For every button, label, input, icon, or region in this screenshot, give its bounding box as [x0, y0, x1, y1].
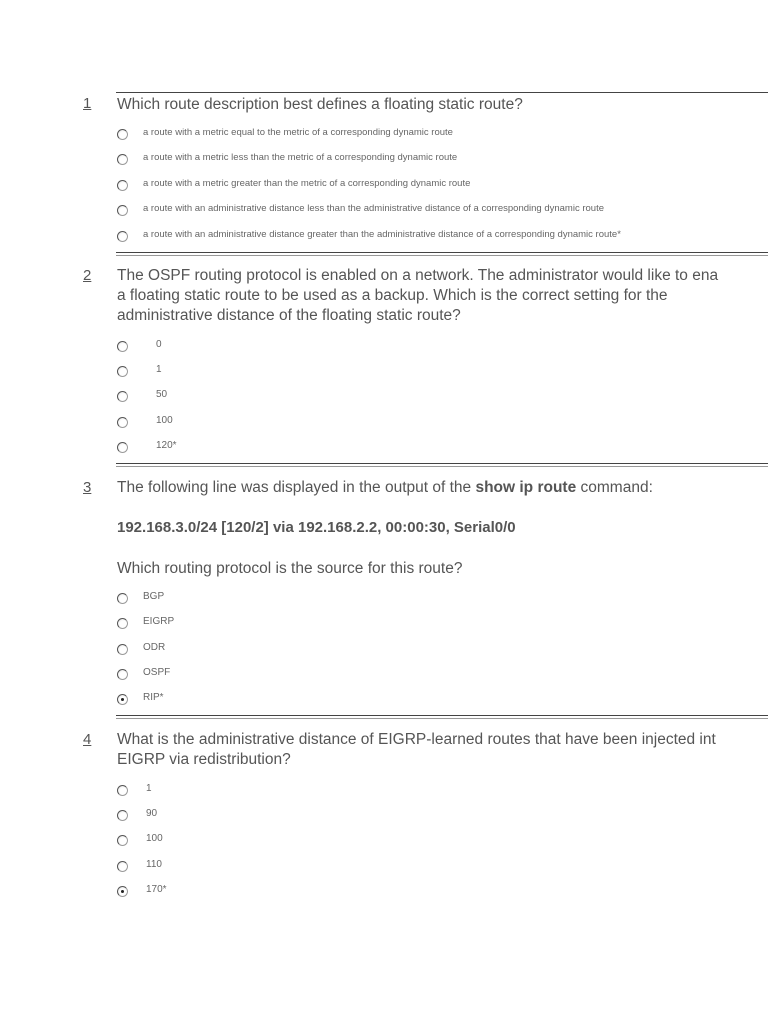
- option-label: a route with a metric less than the metric of a corresponding dynamic route: [143, 152, 458, 163]
- radio-button[interactable]: [117, 442, 128, 453]
- question-prompt: Which routing protocol is the source for this route?: [117, 560, 463, 577]
- option-label: ODR: [143, 642, 166, 653]
- question-3-divider: [116, 463, 768, 467]
- question-text: The OSPF routing protocol is enabled on a network. The administrator would like to ena a floating static route to be used as a backup. Which is the correct setting for the administrative distance of the floating static route?: [117, 267, 719, 324]
- option-label: 100: [156, 415, 173, 426]
- radio-button[interactable]: [117, 366, 128, 377]
- question-text: The following line was displayed in the output of the show ip route command:: [117, 479, 653, 496]
- option-label: 90: [146, 808, 158, 819]
- option-label: RIP*: [143, 692, 164, 703]
- question-4-divider: [116, 715, 768, 719]
- radio-button[interactable]: [117, 593, 128, 604]
- radio-button-selected[interactable]: [117, 694, 128, 705]
- radio-button[interactable]: [117, 205, 128, 216]
- radio-button[interactable]: [117, 618, 128, 629]
- radio-button[interactable]: [117, 180, 128, 191]
- radio-button[interactable]: [117, 129, 128, 140]
- option-label: a route with an administrative distance greater than the administrative distance of a corresponding dynamic route*: [143, 229, 621, 240]
- question-number[interactable]: 2: [83, 267, 92, 284]
- route-output-line: 192.168.3.0/24 [120/2] via 192.168.2.2, 00:00:30, Serial0/0: [117, 519, 516, 536]
- option-label: OSPF: [143, 667, 171, 678]
- option-label: 1: [146, 783, 152, 794]
- radio-button[interactable]: [117, 154, 128, 165]
- radio-button[interactable]: [117, 669, 128, 680]
- option-label: 50: [156, 389, 168, 400]
- radio-button[interactable]: [117, 785, 128, 796]
- question-number[interactable]: 3: [83, 479, 92, 496]
- option-label: a route with a metric equal to the metric of a corresponding dynamic route: [143, 127, 453, 138]
- option-label: 120*: [156, 440, 177, 451]
- option-label: 170*: [146, 884, 167, 895]
- option-label: 100: [146, 833, 163, 844]
- radio-button[interactable]: [117, 417, 128, 428]
- question-1-divider: [116, 92, 768, 93]
- option-label: 0: [156, 339, 162, 350]
- question-2-divider: [116, 252, 768, 256]
- question-text: What is the administrative distance of EIGRP-learned routes that have been injected int EIGRP via redistribution?: [117, 731, 716, 768]
- radio-button[interactable]: [117, 810, 128, 821]
- radio-button[interactable]: [117, 861, 128, 872]
- radio-button[interactable]: [117, 341, 128, 352]
- option-label: a route with a metric greater than the metric of a corresponding dynamic route: [143, 178, 471, 189]
- command-name: show ip route: [475, 479, 577, 496]
- option-label: a route with an administrative distance less than the administrative distance of a corresponding dynamic route: [143, 203, 604, 214]
- radio-button[interactable]: [117, 644, 128, 655]
- question-text: Which route description best defines a floating static route?: [117, 96, 523, 113]
- option-label: 110: [146, 859, 162, 870]
- option-label: BGP: [143, 591, 165, 602]
- radio-button[interactable]: [117, 231, 128, 242]
- radio-button-selected[interactable]: [117, 886, 128, 897]
- question-number[interactable]: 1: [83, 95, 92, 112]
- option-label: 1: [156, 364, 162, 375]
- question-number[interactable]: 4: [83, 731, 92, 748]
- option-label: EIGRP: [143, 616, 175, 627]
- radio-button[interactable]: [117, 835, 128, 846]
- radio-button[interactable]: [117, 391, 128, 402]
